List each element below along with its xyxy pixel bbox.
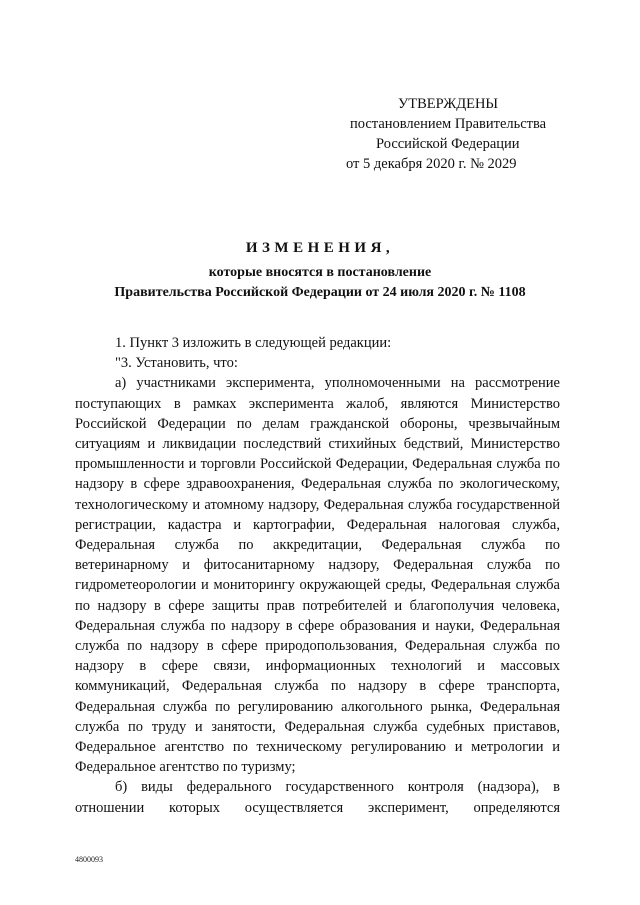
approval-line-date: от 5 декабря 2020 г. № 2029	[346, 156, 517, 172]
paragraph-b: б) виды федерального государственного контроля (надзора), в отношении которых осуществляется эксперимент, определяются	[75, 779, 560, 816]
approval-line-country: Российской Федерации	[376, 136, 520, 152]
subtitle-line-2: Правительства Российской Федерации от 24 июля 2020 г. № 1108	[114, 285, 526, 300]
document-subtitle	[0, 263, 640, 303]
footer-document-code: 4800093	[75, 855, 103, 864]
approval-block	[330, 94, 547, 174]
approval-heading: УТВЕРЖДЕНЫ	[398, 96, 499, 112]
item-3-intro: "3. Установить, что:	[115, 355, 238, 372]
item-1: 1. Пункт 3 изложить в следующей редакции:	[115, 335, 392, 351]
approval-line-resolution: постановлением Правительства	[350, 116, 547, 132]
document-title: ИЗМЕНЕНИЯ,	[245, 240, 395, 256]
subtitle-line-1: которые вносятся в постановление	[208, 265, 432, 280]
document-body	[75, 333, 560, 818]
paragraph-a: а) участниками эксперимента, уполномоченными на рассмотрение поступающих в рамках эксперимента жалоб, являются Министерство Российской Федерации по делам гражданской обороны, чрезвычайным ситуациям и ликвидации последствий стихийных бедствий, Министерство промышленности и торговли Российской Федерации, Федеральная служба по надзору в сфере здравоохранения, Федеральная служба по экологическому, технологическому и атомному надзору, Федеральная служба государственной регистрации, кадастра и картографии, Федеральная налоговая служба, Федеральная служба по аккредитации, Федеральная служба по ветеринарному и фитосанитарному надзору, Федеральная служба по гидрометеорологии и мониторингу окружающей среды, Федеральная служба по надзору в сфере защиты прав потребителей и благополучия человека, Федеральная служба по надзору в сфере образования и науки, Федеральная служба по надзору в сфере природопользования, Федеральная служба по надзору в сфере связи, информационных технологий и массовых коммуникаций, Федеральная служба по надзору в сфере транспорта, Федеральная служба по регулированию алкогольного рынка, Федеральная служба по труду и занятости, Федеральная служба судебных приставов, Федеральное агентство по техническому регулированию и метрологии и Федеральное агентство по туризму;	[75, 375, 560, 776]
